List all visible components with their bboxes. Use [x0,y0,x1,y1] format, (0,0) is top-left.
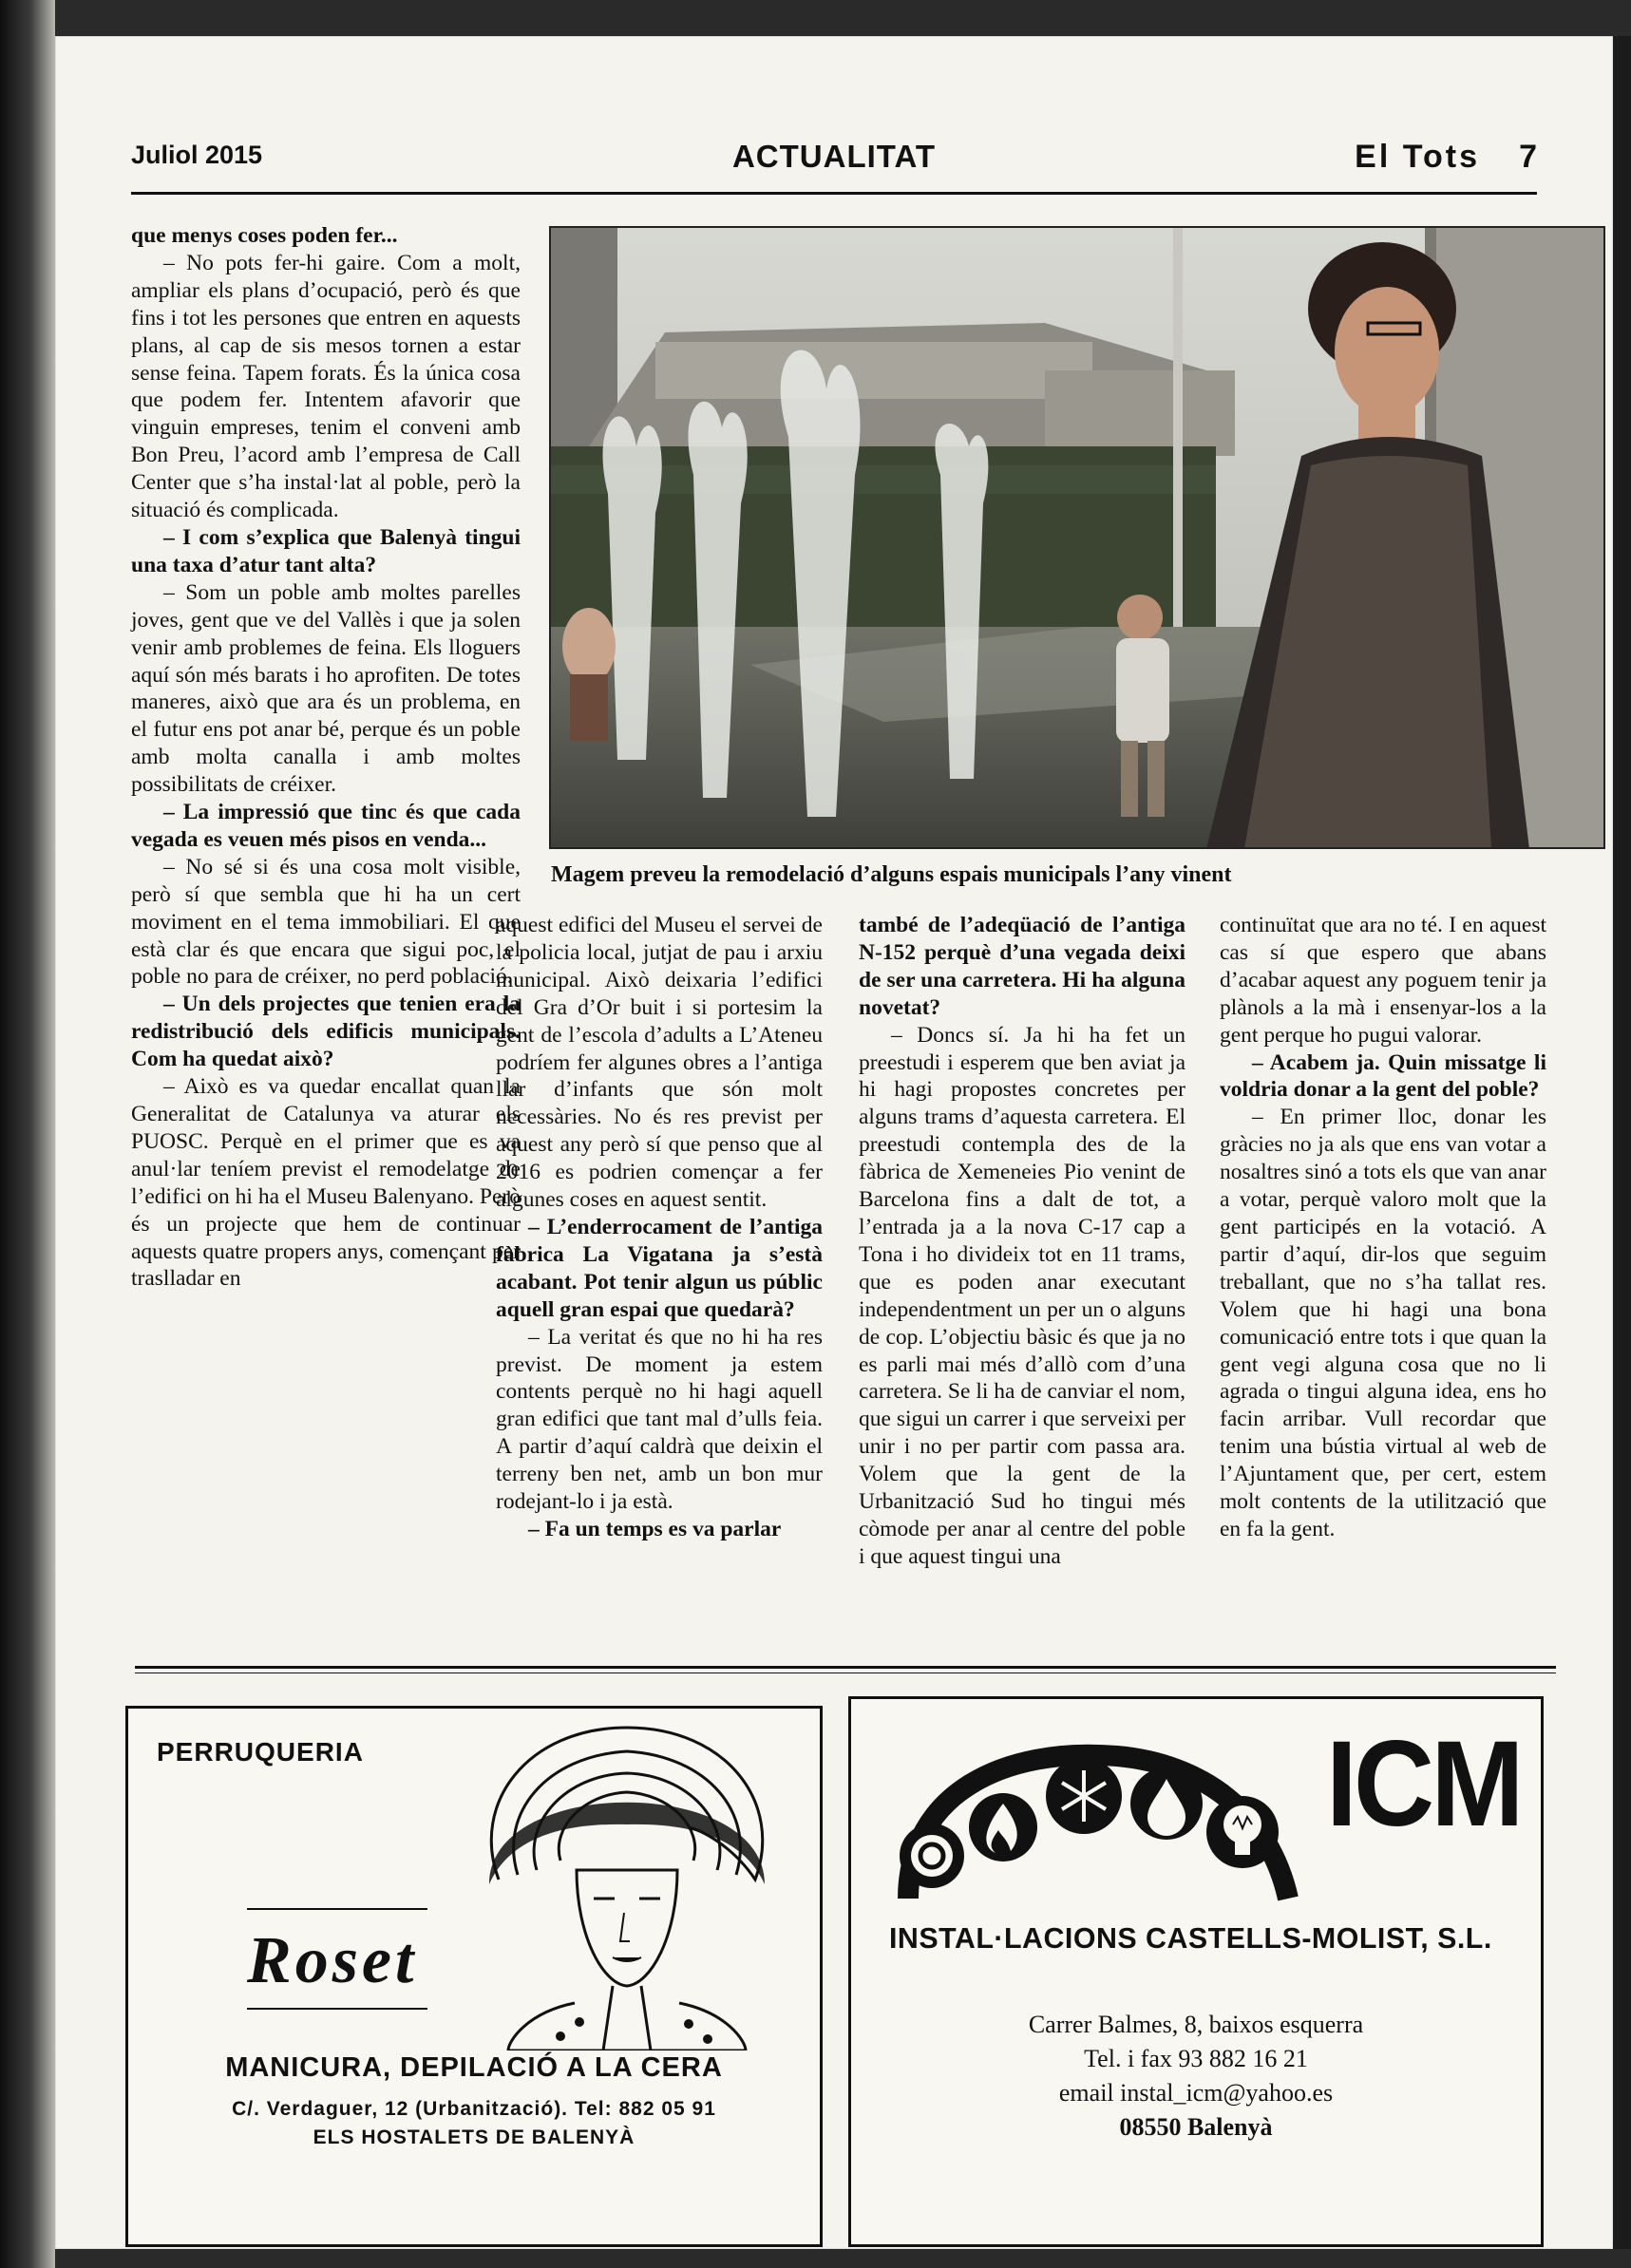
town-text: ELS HOSTALETS DE BALENYÀ [313,2126,635,2148]
interview-question: – Fa un temps es va parlar [528,1516,782,1541]
water-drop-icon [1130,1767,1203,1840]
publication-name: El Tots [1355,139,1480,175]
business-name: Roset [247,1924,418,1997]
interview-answer: – Això es va quedar encallat quan la Generalitat de Catalunya va aturar els PUOSC. Perquè en el primer que es va anul·lar teníem previst el remodelatge de l’edifici on hi ha el Museu Balenyano. Però és un projecte que hem de continuar aquests quatre propers anys, començant per traslladar en [131,1074,521,1292]
issue-date: Juliol 2015 [131,141,263,169]
postal-text: 08550 Balenyà [1119,2113,1273,2141]
phone-text: Tel. i fax 93 882 16 21 [1084,2045,1308,2072]
interview-question: també de l’adeqüació de l’antiga N-152 perquè d’una vegada deixi de ser una carretera. Hi ha alguna novetat? [859,913,1185,1020]
interview-question: que menys coses poden fer... [131,223,398,248]
interview-answer: – La veritat és que no hi ha res previst. De moment ja estem contents perquè no hi hagi aquell gran edifici que tant mal d’ulls feia. A partir d’aquí caldrà que deixin el terreny ben net, amb un bon mur rodejant-lo i ja està. [496,1324,823,1515]
interview-answer: continuïtat que ara no té. I en aquest cas sí que espero que abans d’acabar aquest any poguem tenir ja plànols a la mà i ensenyar-los a la gent perque ho pugui valorar. [1220,913,1546,1048]
magazine-page [55,36,1613,2249]
section-divider [135,1666,1556,1669]
flame-icon [969,1793,1037,1862]
lightbulb-icon [1206,1796,1279,1868]
page-edge-shadow [1613,36,1631,2249]
decorative-rule [247,1908,427,1910]
article-column-4 [1220,912,1546,1543]
address-text: C/. Verdaguer, 12 (Urbanització). Tel: 882 05 91 [232,2098,716,2120]
page-header [131,108,1537,194]
ad-icm-installacions [848,1696,1544,2247]
header-rule [131,192,1537,195]
ad-perruqueria-roset [125,1706,823,2247]
interview-question: – Un dels projectes que tenien era la redistribució dels edificis municipals. Com ha quedat això? [131,992,521,1072]
interview-question: – I com s’explica que Balenyà tingui una taxa d’atur tant alta? [131,524,521,577]
icm-service-icons [889,1737,1307,1908]
photo-caption: Magem preveu la remodelació d’alguns espais municipals l’any vinent [551,862,1232,887]
article-photo [549,226,1605,849]
woman-face-illustration [470,1718,784,2051]
decorative-rule [247,2008,427,2010]
company-name: INSTAL·LACIONS CASTELLS-MOLIST, S.L. [889,1921,1492,1955]
article-column-2 [496,912,823,1543]
gear-icon [900,1824,964,1888]
interview-answer: – En primer lloc, donar les gràcies no ja als que ens van votar a nosaltres sinó a tots els que van anar a votar, perquè valoro molt que la gent participés en la votació. A partir d’aquí, dir-los que seguim treballant, que no s’ha tallat res. Volem que hi hagi una bona comunicació entre tots i que quan la gent vegi alguna cosa que no li agrada o tingui alguna idea, ens ho facin arribar. Vull recordar que tenim una bústia virtual al web de l’Ajuntament que, per cert, estem molt contents de la utilització que en fa la gent. [1220,1105,1546,1541]
snowflake-icon [1046,1758,1122,1834]
page-number: 7 [1519,139,1537,175]
interview-answer: – Doncs sí. Ja hi ha fet un preestudi i esperem que ben aviat ja hi hagi propostes concretes per alguns trams d’aquesta carretera. El preestudi contempla des de la fàbrica de Xemeneies Pio venint de Barcelona fins a dalt de tot, a l’entrada ja a la nova C-17 cap a Tona i ho divideix tot en 11 trams, que es poden anar executant independentment un per un o alguns de cop. L’objectiu bàsic és que ja no es parli mai més d’allò com d’una carretera. Se li ha de canviar el nom, que sigui un carrer i que serveixi per unir i no per partir com passa ara. Volem que la gent de la Urbanització Sud ho tingui més còmode per anar al centre del poble i que aquest tingui una [859,1022,1185,1569]
services-text: MANICURA, DEPILACIÓ A LA CERA [225,2052,723,2083]
section-title: ACTUALITAT [731,139,937,174]
interview-question: – L’enderrocament de l’antiga fàbrica La Vigatana ja s’està acabant. Pot tenir algun us públic aquell gran espai que quedarà? [496,1214,823,1322]
ad-title: PERRUQUERIA [157,1737,364,1767]
book-spine-shadow [0,0,55,2268]
photo-illustration [551,228,1605,849]
address-text: Carrer Balmes, 8, baixos esquerra [1028,2011,1364,2038]
interview-answer: – No pots fer-hi gaire. Com a molt, ampliar els plans d’ocupació, però és que fins i tot les persones que entren en aquests plans, al cap de sis mesos tornen a estar sense feina. Tapem forats. És la única cosa que podem fer. Intentem afavorir que vinguin empreses, tenim el conveni amb Bon Preu, l’acord amb l’empresa de Call Center que s’ha instal·lat al poble, però la situació és complicada. [131,250,521,523]
email-text: email instal_icm@yahoo.es [1058,2079,1334,2107]
article-column-3 [859,912,1185,1571]
icm-logo: ICM [1326,1716,1521,1852]
interview-answer: – Som un poble amb moltes parelles joves, gent que ve del Vallès i que ja solen venir amb problemes de feina. Els lloguers aquí són més barats i ho aprofiten. De totes maneres, això que ara és un problema, en el futur ens pot anar bé, perque és un poble amb molta canalla i amb moltes possibilitats de créixer. [131,579,521,798]
interview-question: – La impressió que tinc és que cada vegada es veuen més pisos en venda... [131,800,521,852]
interview-answer: – No sé si és una cosa molt visible, però sí que sembla que hi ha un cert moviment en el tema immobiliari. El que està clar és que encara que sigui poc, el poble no para de créixer, no perd població. [131,854,521,990]
interview-answer: aquest edifici del Museu el servei de la policia local, jutjat de pau i arxiu municipal. Això deixaria l’edifici del Gra d’Or buit i si portesim la gent de l’escola d’adults a L’Ateneu podríem fer algunes obres a l’antiga llar d’infants que són molt necessàries. No és res previst per aquest any però sí que penso que al 2016 es podrien començar a fer algunes coses en aquest sentit. [496,913,823,1213]
article-column-1 [131,222,521,1293]
interview-question: – Acabem ja. Quin missatge li voldria donar a la gent del poble? [1220,1049,1546,1103]
